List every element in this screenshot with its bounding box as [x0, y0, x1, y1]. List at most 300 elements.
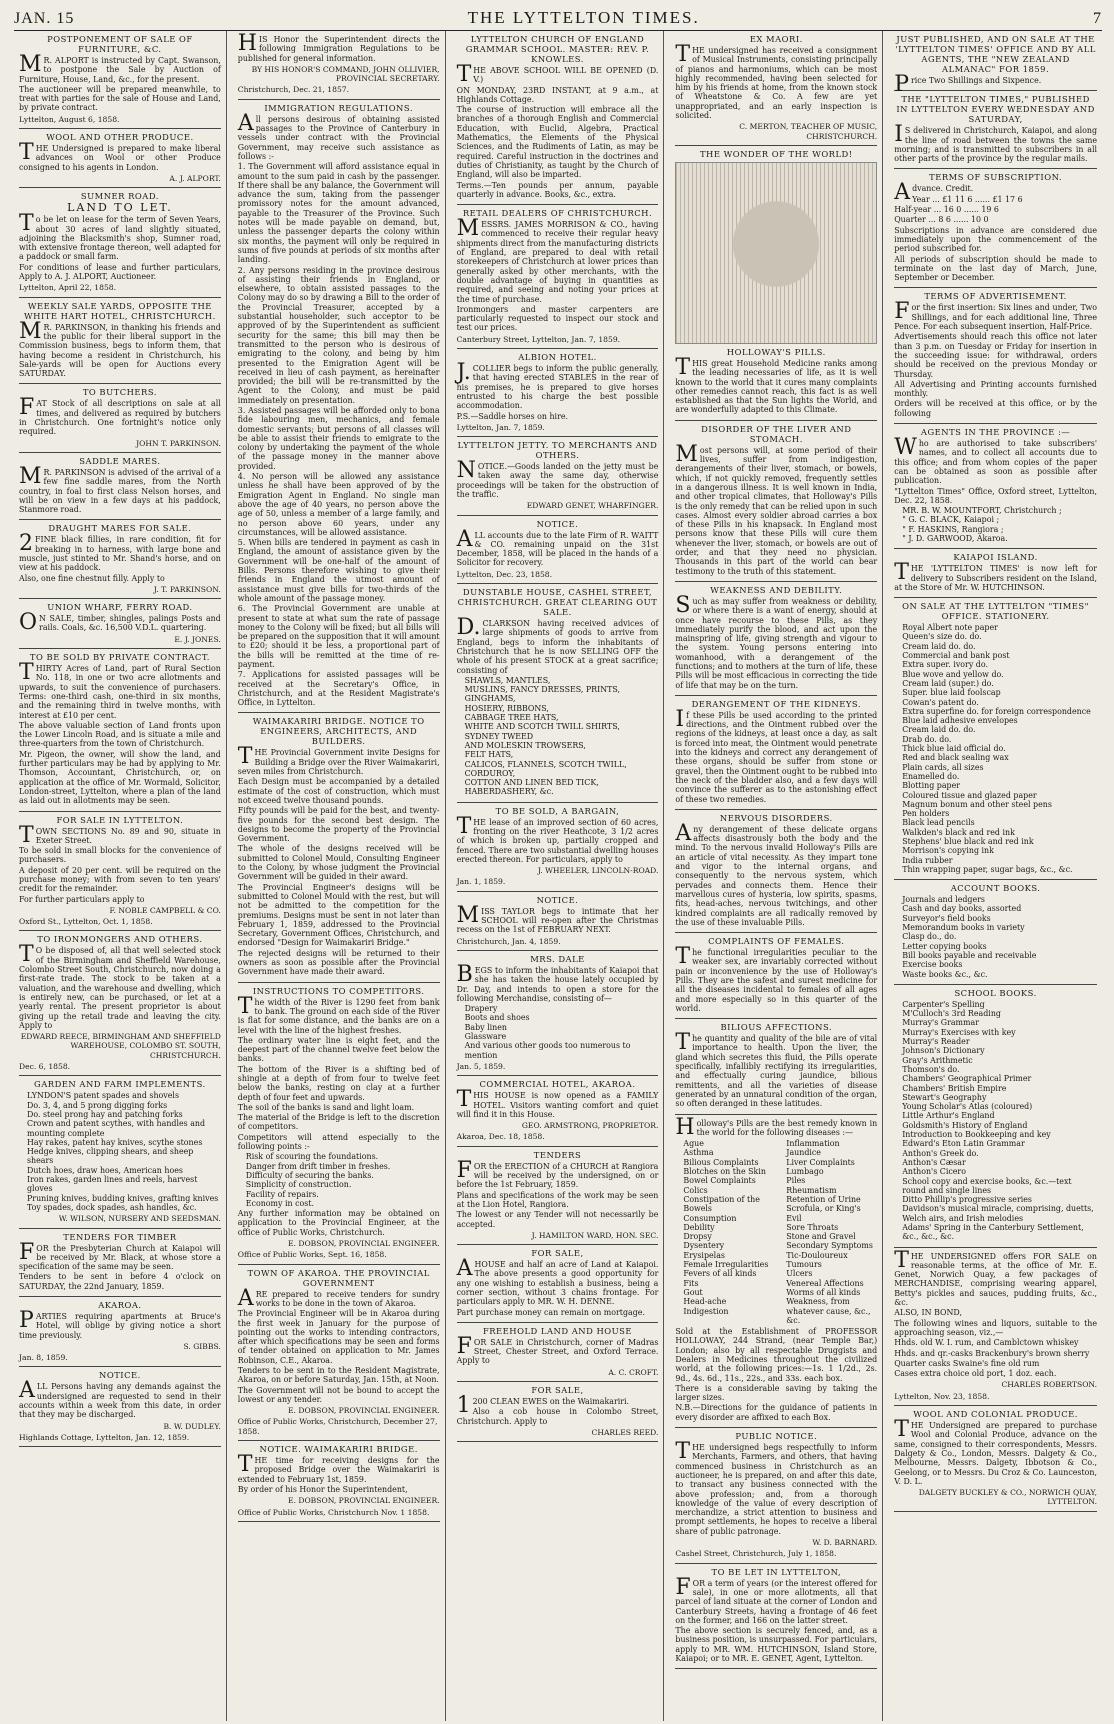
- ad-list-item: Cash and day books, assorted: [902, 904, 1022, 914]
- disease-item: Scrofula, or King's Evil: [786, 1204, 861, 1223]
- ad-list-item: Ditto Phillip's progressive series: [902, 1195, 1032, 1205]
- ad-list-item: Iron rakes, garden lines and reels, harvest gloves: [27, 1175, 198, 1194]
- ad-paragraph: Also a cob house in Colombo Street, Christchurch. Apply to: [456, 1407, 659, 1426]
- advertisement: [675, 933, 877, 1019]
- ad-list-item: Queen's size do. do.: [902, 632, 982, 642]
- ad-heading: GARDEN AND FARM IMPLEMENTS.: [34, 1079, 206, 1090]
- ad-heading: THE "LYTTELTON TIMES," PUBLISHED IN LYTTELTON EVERY WEDNESDAY AND SATURDAY,: [896, 94, 1095, 125]
- ad-signature: J. HAMILTON WARD, HON. SEC.: [531, 1230, 659, 1240]
- advertisement: [675, 1115, 877, 1429]
- ad-paragraph: Such as may suffer from weakness or debility, or where there is a want of energy, should at once have recourse to these Pills, as they immediately purify the blood, and act upon the mainspring of life, giving strength and vigour to the system. Young persons entering into womanhood, with a derangement of the functions; and to mothers at the turn of life, these Pills will be most efficacious in correcting the tide of life that may be on the turn.: [675, 592, 878, 690]
- ad-dateline: Lyttelton, Jan. 7, 1859.: [456, 422, 545, 432]
- advertisement: [894, 1248, 1097, 1406]
- ad-list: [457, 676, 659, 797]
- ad-list-item: Red and black sealing wax: [902, 753, 1009, 763]
- ad-paragraph: Any derangement of these delicate organs affects disastrously both the body and the mind. To the nervous invalid Holloway's Pills are an article of vital necessity. As they impart tone and vigor to the internal organs, and consequently to the nervous system, which pervades and connects them. Hence their marvellous cures of hysteria, low spirits, spasms, fits, head-aches, nervous twitchings, and other kindred complaints are all radically removed by the use of these invaluable Pills.: [675, 820, 878, 927]
- ad-heading: TERMS OF ADVERTISEMENT.: [924, 291, 1067, 302]
- ad-list-item: Anthon's Cicero: [902, 1167, 966, 1177]
- ad-paragraph: Each Design must be accompanied by a detailed estimate of the cost of construction, which must not exceed twelve thousand pounds.: [237, 777, 440, 805]
- disease-item: Indigestion: [683, 1306, 729, 1316]
- ad-signature: CHARLES ROBERTSON.: [1001, 1380, 1097, 1390]
- ad-list-item: Morrison's copying ink: [902, 846, 994, 856]
- ad-paragraph: The above section is securely fenced, and, as a business position, is unsurpassed. For particulars, apply to MR. WM. HUTCHINSON, Island Store, Kaiapoi; or to MR. E. GENET, Agent, Lyttelton.: [675, 1626, 878, 1663]
- ad-list-item: Difficulty of securing the banks.: [245, 1170, 374, 1180]
- disease-item: Dropsy: [683, 1232, 712, 1242]
- disease-item: Consumption: [683, 1213, 737, 1223]
- advertisement: [238, 100, 440, 714]
- ad-dateline: Cashel Street, Christchurch, July 1, 1858.: [675, 1549, 837, 1559]
- ad-paragraph: "Lyttelton Times" Office, Oxford street, Lyttelton, Dec. 22, 1858.: [894, 486, 1097, 505]
- ad-list-item: Davidson's musical miracle, comprising, duetts, Welch airs, and Irish melodies: [902, 1204, 1094, 1223]
- ad-dateline: Lyttelton, August 6, 1858.: [19, 114, 120, 124]
- ad-heading: THE WONDER OF THE WORLD!: [699, 148, 853, 159]
- ad-list-item: Hedge knives, clipping shears, and sheep shears: [27, 1147, 194, 1166]
- ad-paragraph: THE time for receiving designs for the proposed Bridge over the Waimakariri is extended to February 1st, 1859.: [237, 1452, 440, 1484]
- ad-paragraph: 1200 CLEAN EWES on the Waimakariri.: [456, 1393, 630, 1419]
- disease-item: Bilious Complaints: [683, 1157, 759, 1167]
- ad-list-item: Pen holders: [902, 809, 950, 819]
- ad-list-item: " F. HASKINS, Rangiora ;: [902, 524, 1004, 534]
- ad-paragraph: 2FINE black fillies, in rare condition, fit for breaking in to harness, with large bone and muscle, just stinted to Mr. Shand's horse, and on view at his paddock.: [19, 531, 221, 573]
- ad-heading: KAIAPOI ISLAND.: [953, 552, 1038, 563]
- advertisement: [894, 169, 1097, 288]
- advertisement: [894, 598, 1097, 880]
- ad-paragraph: ON MONDAY, 23RD INSTANT, at 9 a.m., at Highlands Cottage.: [456, 85, 659, 104]
- ad-dateline: Office of Public Works, Christchurch Nov. 1 1858.: [237, 1507, 430, 1517]
- ad-heading: TO BE SOLD, A BARGAIN,: [495, 805, 620, 816]
- ad-list-item: SHAWLS, MANTLES,: [464, 675, 551, 685]
- advertisement: [675, 1564, 877, 1670]
- disease-item: Ulcers: [786, 1269, 813, 1279]
- ad-list-item: Super. blue laid foolscap: [902, 688, 1001, 698]
- ad-paragraph: ALL Persons having any demands against the undersigned are requested to send in their accounts within a week from this date, in order that they may be discharged.: [19, 1378, 221, 1420]
- column-1: [14, 31, 227, 1721]
- advertisement: [19, 188, 221, 297]
- ad-paragraph: Sold at the Establishment of PROFESSOR HOLLOWAY, 244 Strand, (near Temple Bar,) London; also by all respectable Druggists and Dealers in Medicines throughout the civilized world, at the following prices:—1s. 1 1/2d., 2s. 9d., 4s. 6d., 11s., 22s., and 33s. each box.: [675, 1327, 878, 1383]
- ad-list-item: CABBAGE TREE HATS,: [464, 713, 559, 723]
- ad-dateline: Dec. 6, 1858.: [19, 1062, 71, 1072]
- disease-item: Retention of Urine: [786, 1194, 861, 1204]
- disease-item: Venereal Affections: [786, 1278, 864, 1288]
- column-5: [889, 31, 1102, 1721]
- ad-paragraph: All periods of subscription should be made to terminate on the last day of March, June, September or December.: [894, 254, 1097, 283]
- ad-paragraph: Ironmongers and master carpenters are particularly requested to inspect our stock and test our prices.: [456, 304, 659, 333]
- ad-dateline: Jan. 1, 1859.: [456, 877, 506, 887]
- ad-paragraph: The Provincial Engineer will be in Akaroa during the first week in January for the purpose of pointing out the works to intending contractors, after which specifications may be seen and forms of tender obtained on application to Mr. James Robinson, C.E., Akaroa.: [237, 1309, 440, 1365]
- ad-list-item: Drapery: [464, 1004, 498, 1014]
- ad-signature: E. J. JONES.: [174, 634, 221, 644]
- advertisement: [19, 520, 221, 599]
- ad-paragraph: THIS HOUSE is now opened as a FAMILY HOTEL. Visitors wanting comfort and quiet will find it in this House.: [456, 1087, 659, 1119]
- ad-paragraph: Mr. Pigeon, the owner, will show the land, and further particulars may be had by applying to Mr. Thomson, Accountant, Christchurch, or, on application at the office of Mr. Wormald, Solicitor, London-street, Lyttelton, where a plan of the land as laid out in allotments may be seen.: [19, 749, 221, 806]
- advertisement: [894, 1406, 1097, 1512]
- ad-heading: NOTICE. WAIMAKARIRI BRIDGE.: [259, 1444, 418, 1455]
- ad-paragraph: Terms.—Ten pounds per annum, payable quarterly in advance. Books, &c., extra.: [456, 180, 659, 199]
- advertisement: [894, 31, 1097, 97]
- ad-dateline: Highlands Cottage, Lyttelton, Jan. 12, 1859.: [19, 1432, 190, 1442]
- advertisement: [457, 349, 659, 437]
- ad-paragraph: Any further information may be obtained on application to the Provincial Engineer, at the office of Public Works, Christchurch.: [237, 1209, 440, 1237]
- ad-signature: E. DOBSON, PROVINCIAL ENGINEER.: [288, 1496, 440, 1506]
- advertisement: [19, 129, 221, 188]
- ad-list-item: WHITE AND SCOTCH TWILL SHIRTS,: [464, 722, 620, 732]
- ad-heading: ON SALE AT THE LYTTELTON "TIMES" OFFICE. STATIONERY.: [902, 601, 1089, 622]
- ad-list-item: Do. steel prong hay and patching forks: [27, 1109, 183, 1119]
- ad-paragraph: Cases extra choice old port, 1 doz. each.: [894, 1369, 1057, 1379]
- ad-heading: SUMNER ROAD.: [80, 191, 159, 202]
- disease-item: Inflammation: [786, 1139, 840, 1149]
- ad-list-item: Commercial and bank post: [902, 651, 1010, 661]
- ad-heading: TENDERS FOR TIMBER: [63, 1231, 177, 1242]
- ad-paragraph: THE Undersigned are prepared to purchase Wool and Colonial Produce, advance on the same, consigned to their correspondents, Messrs. Dalgety & Co., London, Messrs. Dalgety & Co., Melbourne, Messrs. Dalgety, Ibbotson & Co., Geelong, or to Messrs. Du Croz & Co. Launceston, V. D. L.: [894, 1417, 1097, 1486]
- ad-list-item: Anthon's Greek do.: [902, 1148, 979, 1158]
- disease-item: Blotches on the Skin: [683, 1167, 766, 1177]
- advertisement: [457, 1147, 659, 1245]
- ad-paragraph: Most persons will, at some period of their lives, suffer from indigestion, derangements of their liver, stomach, or bowels, which, if not quickly removed, frequently settles in a dangerous illness. It is well known in India, and other tropical climates, that Holloway's Pills is the only remedy that can be relied upon in such cases. Almost every soldier abroad carries a box of these Pills in his knapsack. In England most persons know that these Pills will cure them whenever the liver, stomach, or bowels are out of order, and that they need no physician. Thousands in this part of the world can bear testimony to the truth of this statement.: [675, 441, 878, 576]
- ad-paragraph: NOTICE.—Goods landed on the jetty must be taken away the same day, otherwise proceedings will be taken for the obstruction of the traffic.: [456, 458, 659, 499]
- ad-paragraph: The width of the River is 1290 feet from bank to bank. The ground on each side of the River is flat for some distance, and the banks are on a level with the line of the highest freshes.: [237, 993, 440, 1035]
- ad-signature: E. DOBSON, PROVINCIAL ENGINEER.: [288, 1406, 440, 1416]
- ad-heading: DUNSTABLE HOUSE, CASHEL STREET, CHRISTCHURCH. GREAT CLEARING OUT SALE.: [457, 587, 658, 618]
- advertisement: [19, 384, 221, 452]
- ad-heading: RETAIL DEALERS OF CHRISTCHURCH.: [462, 208, 653, 219]
- ad-paragraph: Hhds. and qr.-casks Brackenbury's brown sherry: [894, 1348, 1090, 1358]
- ad-list-item: M'Culloch's 3rd Reading: [902, 1009, 1001, 1019]
- ad-paragraph: 6. The Provincial Government are unable at present to state at what sum the rate of passage money to the Colony will be fixed; but all bills will be prepared on the supposition that it will amount to £20; should it be less, a proportional part of the bills will be remitted at the time of re-payment.: [237, 604, 440, 669]
- ad-paragraph: All persons desirous of obtaining assisted passages to the Province of Canterbury in vessels under contract with the Provincial Government, may receive such assistance as follows :-: [237, 110, 440, 161]
- ad-list-item: Enamelled do.: [902, 771, 960, 781]
- advertisement: [457, 31, 659, 205]
- ad-paragraph: The auctioneer will be prepared meanwhile, to treat with parties for the sale of House and Land, by private contract.: [19, 84, 221, 113]
- ad-list-item: India rubber: [902, 855, 953, 865]
- ad-heading: POSTPONEMENT OF SALE OF FURNITURE, &C.: [47, 34, 193, 54]
- disease-item: Secondary Symptoms: [786, 1241, 873, 1251]
- ad-dateline: Christchurch, Jan. 4, 1859.: [456, 936, 561, 946]
- ad-list: [894, 506, 1097, 543]
- ad-heading: PUBLIC NOTICE.: [735, 1431, 818, 1442]
- advertisement: [675, 1019, 877, 1114]
- advertisement: [238, 31, 440, 100]
- ad-heading: WAIMAKARIRI BRIDGE. NOTICE TO ENGINEERS, ARCHITECTS, AND BUILDERS.: [252, 716, 425, 747]
- ad-paragraph: A deposit of 20 per cent. will be required on the purchase money; with from seven to ten years' credit for the remainder.: [19, 865, 221, 894]
- disease-item: Bowel Complaints: [683, 1176, 756, 1186]
- ad-paragraph: The ordinary water line is eight feet, and the deepest part of the channel twelve feet below the banks.: [237, 1035, 440, 1064]
- ad-dateline: Lyttelton, April 22, 1858.: [19, 283, 117, 293]
- advertisement: [894, 424, 1097, 549]
- ad-paragraph: N.B.—Directions for the guidance of patients in every disorder are affixed to each Box.: [675, 1403, 878, 1422]
- ad-heading: FOR SALE,: [531, 1385, 584, 1396]
- ad-list-item: Thin wrapping paper, sugar bags, &c., &c.: [902, 864, 1073, 874]
- advertisement: [675, 1428, 877, 1564]
- ad-paragraph: Holloway's Pills are the best remedy known in the world for the following diseases :—: [675, 1114, 878, 1140]
- ad-dateline: Canterbury Street, Lyttelton, Jan. 7, 1859.: [456, 334, 621, 344]
- ad-paragraph: Also, one fine chestnut filly. Apply to: [19, 573, 165, 583]
- ad-list-item: GINGHAMS,: [464, 694, 516, 704]
- ad-heading: EX MAORI.: [749, 34, 803, 44]
- advertisement: [457, 516, 659, 584]
- ad-list-item: Chambers' Geographical Primer: [902, 1074, 1032, 1084]
- advertisement: [19, 649, 221, 811]
- ad-heading: INSTRUCTIONS TO COMPETITORS.: [252, 985, 425, 996]
- advertisement: [894, 549, 1097, 598]
- ad-list-item: Glassware: [464, 1032, 507, 1042]
- ad-paragraph: ALL accounts due to the late Firm of R. WAITT & CO. remaining unpaid on the 31st December, 1858, will be placed in the hands of a Solicitor for recovery.: [456, 526, 659, 568]
- disease-column: [778, 1139, 877, 1325]
- ad-list-item: Blue wove and yellow do.: [902, 669, 1004, 679]
- ad-heading: DERANGEMENT OF THE KIDNEYS.: [691, 698, 861, 709]
- ad-list-item: Pruning knives, budding knives, grafting knives: [27, 1193, 219, 1203]
- advertisement: [19, 812, 221, 932]
- advertisement: [894, 880, 1097, 985]
- ad-list-item: Do. 3, 4, and 5 prong digging forks: [27, 1100, 168, 1110]
- ad-list-item: Young Scholar's Atlas (coloured): [902, 1102, 1033, 1112]
- advertisement: [894, 91, 1097, 169]
- ad-paragraph: Who are authorised to take subscribers' names, and to collect all accounts due to this office; and from whom copies of the paper can be obtained as soon as possible after publication.: [894, 435, 1097, 486]
- disease-item: Piles: [786, 1176, 806, 1186]
- ad-paragraph: THE UNDERSIGNED offers FOR SALE on reasonable terms, at the office of Mr. E. Genet, Norwich Quay, a few packages of MERCHANDISE, comprising wearing apparel, Betty's pickles and sauces, pudding fruits, &c., &c.: [894, 1247, 1097, 1308]
- columns: [14, 31, 1102, 1721]
- advertisement: [675, 582, 877, 696]
- ad-list-item: Coloured tissue and glazed paper: [902, 790, 1037, 800]
- ad-list-item: Crown and patent scythes, with handles and mounting complete: [27, 1119, 206, 1138]
- ad-paragraph: THE 'LYTTELTON TIMES' is now left for delivery to Subscribers resident on the Island, at the Store of Mr. W. HUTCHINSON.: [894, 560, 1097, 592]
- ad-paragraph: HIS Honor the Superintendent directs the following Immigration Regulations to be published for general information.: [237, 31, 440, 63]
- ad-heading: TO IRONMONGERS AND OTHERS.: [37, 934, 203, 945]
- page-number: 7: [1093, 10, 1102, 27]
- ad-paragraph: 4. No person will be allowed any assistance unless he shall have been approved of by the Emigration Agent in England. No single man above the age of 40 years, no person above the age of 50, unless a member of a large family, and no person above 60 years, under any circumstances, will be allowed assistance.: [237, 472, 440, 537]
- ad-list-item: Journals and ledgers: [902, 895, 985, 905]
- disease-item: Gout: [683, 1287, 703, 1297]
- ad-list-item: Toy spades, dock spades, ash handles, &c.: [27, 1202, 197, 1212]
- ad-list-item: Bill books payable and receivable: [902, 950, 1037, 960]
- ad-paragraph: All Advertising and Printing accounts furnished monthly.: [894, 379, 1097, 399]
- ad-list: [894, 1000, 1097, 1242]
- ad-paragraph: Advance. Credit.: [894, 180, 974, 206]
- advertisement: [19, 1297, 221, 1367]
- ad-list-item: Edward's Eton Latin Grammar: [902, 1139, 1025, 1149]
- advertisement: [457, 1076, 659, 1146]
- ad-signature: A. C. CROFT.: [608, 1367, 659, 1377]
- ad-list-item: Cowan's patent do.: [902, 697, 979, 707]
- ad-paragraph: Plans and specifications of the work may be seen at the Lion Hotel, Rangiora.: [456, 1190, 659, 1209]
- ad-dateline: Akaroa, Dec. 18, 1858.: [456, 1132, 545, 1142]
- ad-list: [894, 623, 1097, 874]
- ad-paragraph: The functional irregularities peculiar to the weaker sex, are invariably corrected without pain or inconvenience by the use of Holloway's Pills. They are the safest and surest medicine for all the diseases incidental to females of all ages and more especially so in this quarter of the world.: [675, 944, 878, 1013]
- advertisement: [19, 931, 221, 1076]
- ad-list-item: CALICOS, FLANNELS, SCOTCH TWILL,: [464, 759, 627, 769]
- ad-paragraph: The following wines and liquors, suitable to the approaching season, viz.,—: [894, 1318, 1097, 1337]
- ad-list-item: Anthon's Cæsar: [902, 1157, 966, 1167]
- ad-paragraph: THIRTY Acres of Land, part of Rural Section No. 118, in one or two acre allotments and upwards, to suit the convenience of purchasers. Terms: one-third cash, one-third in six months, and the remaining third in twelve months, with interest at £10 per cent.: [19, 660, 221, 720]
- ad-heading: TENDERS: [533, 1149, 582, 1160]
- ad-heading: WEAKNESS AND DEBILITY.: [710, 584, 843, 595]
- ad-paragraph: FOR the ERECTION of a CHURCH at Rangiora will be received by the undersigned, on or before the 1st February, 1859.: [456, 1157, 659, 1190]
- disease-item: Debility: [683, 1222, 715, 1232]
- ad-list-item: FELT HATS,: [464, 750, 514, 760]
- ad-list-item: Magnum bonum and other steel pens: [902, 799, 1052, 809]
- ad-list-item: Murray's Exercises with key: [902, 1027, 1016, 1037]
- issue-date: JAN. 15: [14, 10, 75, 27]
- ad-heading: DRAUGHT MARES FOR SALE.: [48, 523, 192, 534]
- ad-paragraph: Half-year ... 16 0 ...... 19 6: [894, 205, 999, 215]
- ad-dateline: Jan. 8, 1859.: [19, 1353, 68, 1363]
- ad-list-item: Simplicity of construction.: [245, 1180, 352, 1190]
- ad-signature: J. T. PARKINSON.: [153, 584, 221, 594]
- ad-paragraph: 7. Applications for assisted passages will be received at the Secretary's Office, in Christchurch, and at the Resident Magistrate's Office, in Lyttelton.: [237, 670, 440, 708]
- ad-signature: DALGETY BUCKLEY & CO., NORWICH QUAY, LYTTELTON.: [918, 1488, 1097, 1507]
- ad-list: [457, 1004, 659, 1060]
- ad-paragraph: The rejected designs will be returned to their owners as soon as possible after the Provincial Government have made their award.: [237, 948, 440, 977]
- ad-heading: TO BUTCHERS.: [82, 387, 157, 398]
- ad-list-item: Drab do. do.: [902, 734, 952, 744]
- ad-list-item: COTTON AND LINEN BED TICK,: [464, 778, 599, 788]
- ad-list-item: Goldsmith's History of England: [902, 1120, 1028, 1130]
- ad-paragraph: THE undersigned begs respectfully to inform Merchants, Farmers, and others, that having commenced business in Christchurch as an auctioneer, he is prepared, on and after this date, to transact any business connected with the above profession; and, from a thorough knowledge of the value of every description of merchandize, a strict attention to business and prompt settlements, he hopes to receive a liberal share of public patronage.: [675, 1439, 878, 1536]
- ad-list: [894, 895, 1097, 979]
- ad-paragraph: Fifty pounds will be paid for the best, and twenty-five pounds for the second best design. The designs to become the property of the Provincial Government.: [237, 806, 440, 844]
- ad-list-item: Plain cards, all sizes: [902, 762, 984, 772]
- ad-list-item: Waste books &c., &c.: [902, 969, 988, 979]
- ad-list-item: Economy in cost.: [245, 1198, 315, 1208]
- advertisement: [675, 146, 877, 421]
- disease-item: Lumbago: [786, 1167, 824, 1177]
- ad-paragraph: THE Provincial Government invite Designs for Building a Bridge over the River Waimakariri, seven miles from Christchurch.: [237, 744, 440, 777]
- ad-paragraph: The material of the Bridge is left to the discretion of competitors.: [237, 1113, 440, 1132]
- disease-item: Colics: [683, 1185, 708, 1195]
- ad-list-item: Boots and shoes: [464, 1013, 530, 1023]
- disease-column: [675, 1139, 774, 1325]
- ad-paragraph: The lowest or any Tender will not necessarily be accepted.: [456, 1210, 659, 1229]
- ad-paragraph: The Provincial Engineer's designs will be submitted to Colonel Mould with the rest, but will not be admitted to the competition for the premiums. Designs must be sent in not later than February 1, 1859, addressed to the Provincial Secretary, Government Offices, Christchurch, and endorsed "Design for Waimakariri Bridge.": [237, 882, 440, 948]
- ad-heading: IMMIGRATION REGULATIONS.: [264, 102, 413, 113]
- ad-list-item: Danger from drift timber in freshes.: [245, 1161, 391, 1171]
- advertisement: [457, 1245, 659, 1323]
- ad-list-item: SYDNEY TWEED: [464, 731, 534, 741]
- ad-paragraph: ALSO, IN BOND,: [894, 1308, 962, 1318]
- ad-paragraph: AHOUSE and half an acre of Land at Kaiapoi. The above presents a good opportunity for any one wishing to establish a business, being a corner section, without 3 chains frontage. For particulars apply to MR. W. H. DENNE.: [456, 1256, 659, 1307]
- ad-signature: F. NOBLE CAMPBELL & CO.: [109, 905, 221, 915]
- ad-paragraph: MISS TAYLOR begs to intimate that her SCHOOL will re-open after the Christmas recess on the 1st of FEBRUARY NEXT.: [456, 902, 659, 935]
- ad-heading: TERMS OF SUBSCRIPTION.: [929, 172, 1063, 183]
- ad-heading: COMPLAINTS OF FEMALES.: [708, 936, 845, 947]
- ad-paragraph: Price Two Shillings and Sixpence.: [894, 72, 1042, 97]
- ad-list-item: " G. C. BLACK, Kaiapoi ;: [902, 515, 1000, 525]
- ad-list-item: Baby linen: [464, 1022, 507, 1032]
- disease-list: [675, 1138, 877, 1326]
- advertisement: [19, 1229, 221, 1297]
- ad-signature: BY HIS HONOR'S COMMAND, JOHN OLLIVIER, PROVINCIAL SECRETARY.: [251, 64, 440, 84]
- ad-paragraph: FOR a term of years (or the interest offered for sale), in one or more allotments, all that parcel of land situate at the corner of London and Canterbury Streets, having a frontage of 46 feet on the former, and 166 on the latter street.: [675, 1574, 878, 1625]
- column-2: [233, 31, 446, 1721]
- advertisement: [675, 421, 877, 582]
- ad-signature: EDWARD REECE, BIRMINGHAM AND SHEFFIELD WAREHOUSE, COLOMBO ST. SOUTH, CHRISTCHURCH.: [20, 1032, 221, 1060]
- ad-dateline: Jan. 5, 1859.: [456, 1061, 506, 1071]
- ad-heading: NOTICE.: [536, 894, 579, 905]
- ad-list-item: Introduction to Bookkeeping and key: [902, 1130, 1051, 1140]
- ad-paragraph: MR. ALPORT is instructed by Capt. Swanson, to postpone the Sale by Auction of Furniture, House, Land, &c., for the present.: [19, 52, 221, 84]
- ad-paragraph: FOR SALE in Christchurch, corner of Madras Street, Chester Street, and Oxford Terrace. Apply to: [456, 1333, 659, 1366]
- ad-heading: ALBION HOTEL.: [518, 352, 597, 363]
- ad-list-item: HOSIERY, RIBBONS,: [464, 703, 549, 713]
- ad-paragraph: Hhds. old W. I. rum, and Camblctown whiskey: [894, 1338, 1079, 1348]
- ad-paragraph: 3. Assisted passages will be afforded only to bona fide labouring men, mechanics, and female domestic servants; but persons of all classes will be able to assist their friends to emigrate to the colony by undertaking the payment of the whole of the passage money in the manner above provided.: [237, 405, 440, 471]
- ad-heading: COMMERCIAL HOTEL, AKAROA.: [479, 1079, 636, 1090]
- ad-paragraph: 2. Any persons residing in the province desirous of assisting their friends in England, or elsewhere, to obtain assisted passages to the Colony may do so by drawing a Bill to the order of the Provincial Treasurer, accepted by a substantial householder, such acceptor to be approved of by the Superintendent as sufficient security for the same; this bill may then be transmitted to the person who is desirous of emigrating to the colony, and being by him presented to the Emigration Agent will be received in lieu of cash payment, as hereinafter provided; the bill will be re-transmitted by the Agent to the Colony, and must be paid immediately on presentation.: [237, 265, 440, 405]
- ad-heading: BILIOUS AFFECTIONS.: [720, 1022, 833, 1033]
- advertisement: [457, 892, 659, 951]
- ad-list: [238, 1152, 440, 1208]
- ad-paragraph: To be sold in small blocks for the convenience of purchasers.: [19, 846, 221, 865]
- ad-paragraph: MR. PARKINSON, in thanking his friends and the public for their liberal support in the Commission business, begs to inform them, that having become a resident in Christchurch, his Sale-yards will be open for Auctions every SATURDAY.: [19, 318, 221, 379]
- advertisement: [238, 983, 440, 1265]
- disease-item: Fevers of all kinds: [683, 1269, 757, 1279]
- advertisement: [19, 298, 221, 385]
- ad-list-item: Surveyor's field books: [902, 913, 991, 923]
- ad-heading: SADDLE MARES.: [79, 455, 161, 466]
- ad-paragraph: For further particulars apply to: [19, 894, 145, 904]
- ad-list-item: Dutch hoes, draw hoes, American hoes: [27, 1165, 183, 1175]
- ad-list-item: Johnson's Dictionary: [902, 1046, 985, 1056]
- ad-heading: LYTTELTON CHURCH OF ENGLAND GRAMMAR SCHOOL. MASTER: REV. P. KNOWLES.: [465, 34, 650, 64]
- ad-heading: TO BE SOLD BY PRIVATE CONTRACT.: [29, 652, 210, 663]
- disease-item: Dysentery: [683, 1241, 725, 1251]
- ad-paragraph: ARE prepared to receive tenders for sundry works to be done in the town of Akaroa.: [237, 1285, 440, 1311]
- ad-list-item: Walkden's black and red ink: [902, 827, 1015, 837]
- ad-paragraph: 1. The Government will afford assistance equal in amount to the sum paid in cash by the passenger. If there shall be any balance, the Government will advance the sum, taking from the passenger promissory notes for the amount advanced, payable to the Treasurer of the Province. Such notes will be made payable on demand, but, unless the passenger departs the colony within six months, the payment will only be required in sums of five pounds at periods of six months after landing.: [237, 162, 440, 265]
- ad-dateline: Lyttelton, Dec. 23, 1858.: [456, 569, 553, 579]
- ad-paragraph: The quantity and quality of the bile are of vital importance to health. Upon the liver, the gland which secretes this fluid, the Pills operate specifically, infallibly rectifying its irregularities, and effectually curing jaundice, bilious remittents, and all the varieties of disease generated by an unnatural condition of the organ, so often deranged in these latitudes.: [675, 1030, 878, 1109]
- ad-dateline: Lyttelton, Nov. 23, 1858.: [894, 1391, 990, 1401]
- disease-item: Constipation of the Bowels: [683, 1194, 760, 1214]
- ad-paragraph: Tenders to be sent in before 4 o'clock on SATURDAY, the 22nd January, 1859.: [19, 1272, 221, 1291]
- ad-list-item: Blotting paper: [902, 781, 961, 791]
- ad-paragraph: 5. When bills are tendered in payment as cash in England, the amount of assistance given by the Government will be one-half of the amount of Bills. Persons therefore wishing to give their friends in England the utmost amount of assistance must give bills for two-thirds of the whole amount of the passage money.: [237, 538, 440, 603]
- ad-paragraph: For the first insertion: Six lines and under, Two Shillings, and for each additional line, Three Pence. For each subsequent insertion, Half-Price.: [894, 299, 1097, 332]
- ad-signature: C. MERTON, TEACHER OF MUSIC, CHRISTCHURCH.: [739, 122, 878, 141]
- ad-paragraph: The course of instruction will embrace all the branches of a thorough English and Commercial Education, with Euclid, Algebra, Practical Mathematics, the Elements of the Physical Sciences, and the Rudiments of Latin, as may be required. Careful instruction in the doctrines and duties of Christianity, as taught by the Church of England, will also be imparted.: [456, 105, 659, 180]
- advertisement: [457, 584, 659, 803]
- advertisement: [457, 1382, 659, 1442]
- ad-list-item: CORDUROY,: [464, 768, 516, 778]
- advertisement: [894, 288, 1097, 424]
- ad-paragraph: THIS great Household Medicine ranks among the leading necessaries of life, as it is well known to the world that it cures many complaints other remedies cannot reach, this fact is as well established as that the Sun lights the World, and are wonderfully adapted to this Climate.: [675, 354, 878, 415]
- ad-dateline: Office of Public Works, Christchurch, December 27, 1858.: [237, 1417, 438, 1436]
- advertisement: [238, 713, 440, 982]
- ad-paragraph: THE ABOVE SCHOOL WILL BE OPENED (D. V.): [456, 62, 659, 87]
- ad-list-item: Hay rakes, patent hay knives, scythe stones: [27, 1137, 203, 1147]
- disease-item: Head-ache: [683, 1297, 727, 1307]
- ad-paragraph: Tenders to be sent in to the Resident Magistrate, Akaroa, on or before Saturday, Jan. 15th, at Noon.: [237, 1366, 440, 1385]
- advertisement: [675, 31, 877, 146]
- ad-signature: JOHN T. PARKINSON.: [136, 438, 221, 448]
- ad-heading: ACCOUNT BOOKS.: [950, 883, 1041, 894]
- ad-list-item: Cream laid (super.) do.: [902, 678, 994, 688]
- ad-list-item: School copy and exercise books, &c.—text round and single lines: [902, 1176, 1072, 1195]
- ad-list-item: Memorandum books in variety: [902, 923, 1025, 933]
- ad-paragraph: TO be disposed of, all that well selected stock of the Birmingham and Sheffield Warehouse, Colombo Street South, Christchurch, now doing a first-rate trade. The stock to be taken at a valuation, and the warehouse and dwelling, which is entirely new, can be purchased, or let at a yearly rental. The present proprietor is about giving up the retail trade and leaving the city. Apply to: [19, 942, 221, 1030]
- ad-list-item: Letter copying books: [902, 941, 987, 951]
- disease-item: Tic-Douloureux: [786, 1250, 848, 1260]
- disease-item: Erysipelas: [683, 1250, 725, 1260]
- ad-list-item: Extra superfine do. for foreign correspondence: [902, 706, 1091, 716]
- advertisement: [457, 951, 659, 1076]
- ad-paragraph: MESSRS. JAMES MORRISON & CO., having commenced to receive their regular heavy shipments direct from the manufacturing districts of England, are prepared to deal with retail storekeepers of Christchurch at lower prices than generally asked by other merchants, with the double advantage of buying in quantities as required, and seeing and noting your prices at the time of purchase.: [456, 216, 659, 304]
- ad-paragraph: The soil of the banks is sand and light loam.: [237, 1102, 415, 1112]
- disease-item: Liver Complaints: [786, 1157, 855, 1167]
- ad-heading: WEEKLY SALE YARDS, OPPOSITE THE WHITE HART HOTEL, CHRISTCHURCH.: [24, 300, 216, 321]
- ad-paragraph: J.COLLIER begs to inform the public generally, that having erected STABLES in the rear of his premises, he is prepared to give horses entrusted to his charge the best possible accommodation.: [456, 360, 659, 411]
- disease-item: Female Irregularities: [683, 1260, 769, 1270]
